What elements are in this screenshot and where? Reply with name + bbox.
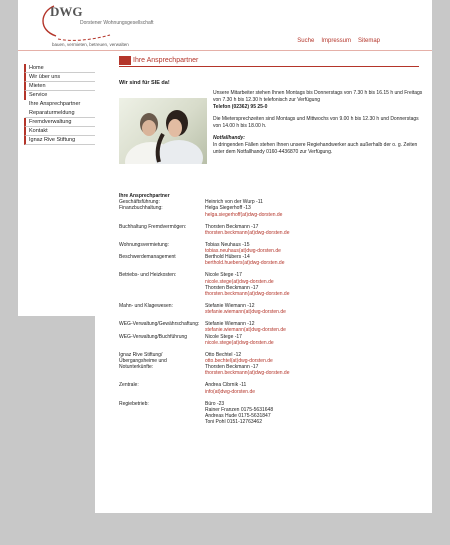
contact-row: [119, 370, 419, 376]
contact-label: [119, 419, 205, 425]
contact-value: Nicole Stege -17: [205, 333, 242, 340]
contact-label: Geschäftsführung:: [119, 199, 160, 206]
contact-email-link[interactable]: tobias.neuhaus(at)dwg-dorsten.de: [205, 248, 281, 255]
sidebar-item-mieten[interactable]: Mieten: [24, 82, 95, 91]
contact-value: Otto Bechtel -12: [205, 351, 242, 358]
contact-label: [119, 291, 205, 297]
sidebar-item-fremdverwaltung[interactable]: Fremdverwaltung: [24, 118, 95, 127]
contact-label: [119, 370, 205, 376]
contact-label: Ignaz Rive Stiftung/: [119, 351, 163, 358]
sidebar-item-stiftung[interactable]: Ignaz Rive Stiftung: [24, 136, 95, 145]
contact-label: Beschwerdemanagement: [119, 254, 176, 261]
logo-tagline: bauen, vermieten, betreuen, verwalten: [52, 42, 129, 47]
contact-value: Helga Siegerhoff -13: [205, 205, 251, 212]
nav-search-link[interactable]: Suche: [297, 38, 315, 44]
contact-label: Notunterkünfte:: [119, 364, 154, 371]
contact-email-link[interactable]: nicole.stege(at)dwg-dorsten.de: [205, 278, 274, 285]
contact-row: [119, 340, 419, 346]
intro-text: [213, 90, 423, 161]
contact-label: [119, 260, 205, 266]
heading-marker: [119, 56, 131, 65]
contact-value: Büro -23: [205, 400, 225, 407]
contact-row: [119, 260, 419, 266]
contact-value: Tobias Neuhaus -15: [205, 241, 250, 248]
contact-value: Stefanie Wiemann -12: [205, 303, 255, 310]
contact-email-link[interactable]: thorsten.beckmann(at)dwg-dorsten.de: [205, 291, 290, 298]
contact-label: Zentrale:: [119, 382, 139, 389]
contact-value: Andrea Cibrnik -11: [205, 382, 247, 389]
contact-email-link[interactable]: stefanie.wiemann(at)dwg-dorsten.de: [205, 327, 286, 334]
contact-label: Betriebs- und Heizkosten:: [119, 272, 177, 279]
contact-value: Stefanie Wiemann -12: [205, 321, 255, 328]
contact-label: [119, 230, 205, 236]
contact-email-link[interactable]: thorsten.beckmann(at)dwg-dorsten.de: [205, 229, 290, 236]
sidebar-item-ansprechpartner[interactable]: Ihre Ansprechpartner: [29, 101, 81, 107]
contact-email-link[interactable]: otto.bechtel(at)dwg-dorsten.de: [205, 358, 273, 365]
contact-row: [119, 230, 419, 236]
contact-label: Wohnungsvermietung:: [119, 241, 169, 248]
heading-underline: [119, 66, 419, 67]
sidebar-item-kontakt[interactable]: Kontakt: [24, 127, 95, 136]
sidebar: [18, 56, 95, 316]
contact-label: [119, 340, 205, 346]
contact-photo: [119, 98, 207, 164]
notfall-text: In dringenden Fällen stehen Ihnen unsere Regiehandwerker auch außerhalb der o. g. Zeiten unter dem Notfallhandy 0160-4436870 zur Verfügung.: [213, 142, 418, 155]
contact-groups: [119, 199, 419, 425]
contact-value: Berthold Hübers -14: [205, 254, 250, 261]
notfall-title: Notfallhandy:: [213, 135, 245, 141]
intro-hours: Unsere Mitarbeiter stehen Ihnen Montags bis Donnerstags von 7.30 h bis 16.15 h und Freitags von 7.30 h bis 12.30 h telefonisch zur Verfügung: [213, 90, 423, 103]
contact-row: [119, 212, 419, 218]
logo-text: DWG: [50, 4, 83, 19]
contact-value: Thorsten Beckmann -17: [205, 364, 259, 371]
contact-row: [119, 291, 419, 297]
contact-email-link[interactable]: berthold.huebers(at)dwg-dorsten.de: [205, 260, 285, 267]
people-photo-icon: [119, 98, 207, 164]
top-nav: [297, 38, 380, 44]
contacts-title: Ihre Ansprechpartner: [119, 193, 170, 199]
contact-email-link[interactable]: info(at)dwg-dorsten.de: [205, 388, 256, 395]
contact-email-link[interactable]: helga.siegerhoff(at)dwg-dorsten.de: [205, 211, 283, 218]
contact-email-link[interactable]: stefanie.wiemann(at)dwg-dorsten.de: [205, 309, 286, 316]
contact-value: Heinrich von der Wurp -11: [205, 199, 263, 206]
contact-label: Mahn- und Klagewesen:: [119, 303, 173, 310]
contacts-list: [119, 193, 419, 425]
contact-value: Toni Pohl 0151-12763462: [205, 419, 262, 426]
contact-label: [119, 309, 205, 315]
sidebar-item-home[interactable]: Home: [24, 64, 95, 73]
contact-label: Buchhaltung Fremdvermögen:: [119, 223, 187, 230]
contact-label: WEG-Verwaltung/Buchführung: [119, 333, 188, 340]
intro-phone: Telefon (02362) 95 25-0: [213, 104, 268, 110]
sidebar-item-about[interactable]: Wir über uns: [24, 73, 95, 82]
contact-row: [119, 419, 419, 425]
dwg-logo[interactable]: [32, 2, 172, 47]
contact-label: Finanzbuchhaltung:: [119, 205, 163, 212]
contact-row: [119, 389, 419, 395]
nav-impressum-link[interactable]: Impressum: [321, 38, 351, 44]
logo-subtitle: Dorstener Wohnungsgesellschaft: [80, 20, 154, 26]
main-content: [95, 56, 432, 513]
contact-value: Andreas Hude 0175-5631847: [205, 413, 271, 420]
contact-label: [119, 212, 205, 218]
contact-label: Übergangsheime und: [119, 358, 167, 365]
sidebar-item-service[interactable]: Service: [24, 91, 95, 100]
header: [18, 0, 432, 56]
contact-label: Regiebetrieb:: [119, 400, 149, 407]
contact-label: [119, 389, 205, 395]
contact-value: Thorsten Beckmann -17: [205, 284, 259, 291]
contact-row: [119, 309, 419, 315]
nav-sitemap-link[interactable]: Sitemap: [357, 38, 380, 44]
header-divider: [18, 50, 432, 51]
sidebar-item-reparaturmeldung[interactable]: Reparaturmeldung: [24, 109, 95, 118]
contact-value: Thorsten Beckmann -17: [205, 223, 259, 230]
contact-value: Rainer Franzen 0175-5631648: [205, 406, 274, 413]
contact-label: WEG-Verwaltung/Gewährschaftung:: [119, 321, 200, 328]
contact-email-link[interactable]: nicole.stege(at)dwg-dorsten.de: [205, 339, 274, 346]
intro-sprechzeiten: Die Mietersprechzeiten sind Montags und Mittwochs von 9.00 h bis 12.30 h und Donnerstags von 14.00 h bis 18.00 h.: [213, 116, 419, 129]
contact-email-link[interactable]: thorsten.beckmann(at)dwg-dorsten.de: [205, 370, 290, 377]
greeting: Wir sind für SIE da!: [119, 80, 170, 86]
page-title: Ihre Ansprechpartner: [133, 57, 199, 64]
contact-value: Nicole Stege -17: [205, 272, 242, 279]
